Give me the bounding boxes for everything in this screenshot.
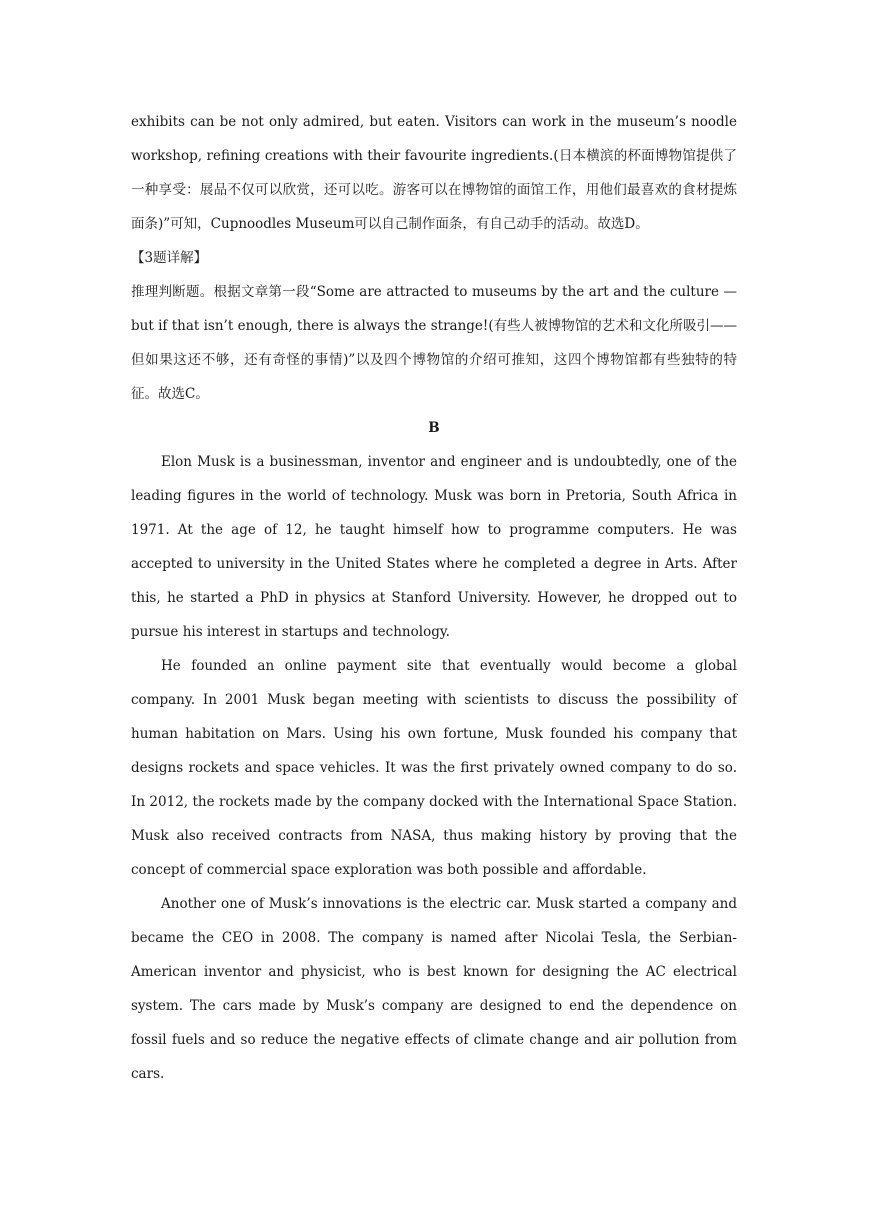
passage-paragraph-2: He founded an online payment site that eventually would become a global company. In 2001 Musk began meeting with scientists to discuss the possibility of human habitation on Mars. Using his own fortune, Musk founded his company that designs rockets and space vehicles. It was the first privately owned company to do so. In 2012, the rockets made by the company docked with the International Space Station. Musk also received contracts from NASA, thus making history by proving that the concept of commercial space exploration was both possible and affordable. [131,658,737,878]
passage-paragraph-1: Elon Musk is a businessman, inventor and engineer and is undoubtedly, one of the leading figures in the world of technology. Musk was born in Pretoria, South Africa in 1971. At the age of 12, he taught himself how to programme computers. He was accepted to university in the United States where he completed a degree in Arts. After this, he started a PhD in physics at Stanford University. However, he dropped out to pursue his interest in startups and technology. [131,454,737,640]
explanation-q3: 推理判断题。根据文章第一段“Some are attracted to museums by the art and the culture — but if that isn’t enough, there is always the strange!(有些人被博物馆的艺术和文化所吸引——但如果这还不够，还有奇怪的事情)”以及四个博物馆的介绍可推知，这四个博物馆都有些独特的特征。故选C。 [131,284,737,402]
passage-paragraph-3: Another one of Musk’s innovations is the electric car. Musk started a company and became the CEO in 2008. The company is named after Nicolai Tesla, the Serbian-American inventor and physicist, who is best known for designing the AC electrical system. The cars made by Musk’s company are designed to end the dependence on fossil fuels and so reduce the negative effects of climate change and air pollution from cars. [131,896,737,1082]
section-b-title: B [428,420,440,436]
document-page [131,105,737,1091]
q3-heading: 【3题详解】 [131,250,208,266]
explanation-q2-tail: exhibits can be not only admired, but eaten. Visitors can work in the museum’s noodle workshop, refining creations with their favourite ingredients.(日本横滨的杯面博物馆提供了一种享受：展品不仅可以欣赏，还可以吃。游客可以在博物馆的面馆工作，用他们最喜欢的食材提炼面条)”可知，Cupnoodles Museum可以自己制作面条，有自己动手的活动。故选D。 [131,114,737,232]
